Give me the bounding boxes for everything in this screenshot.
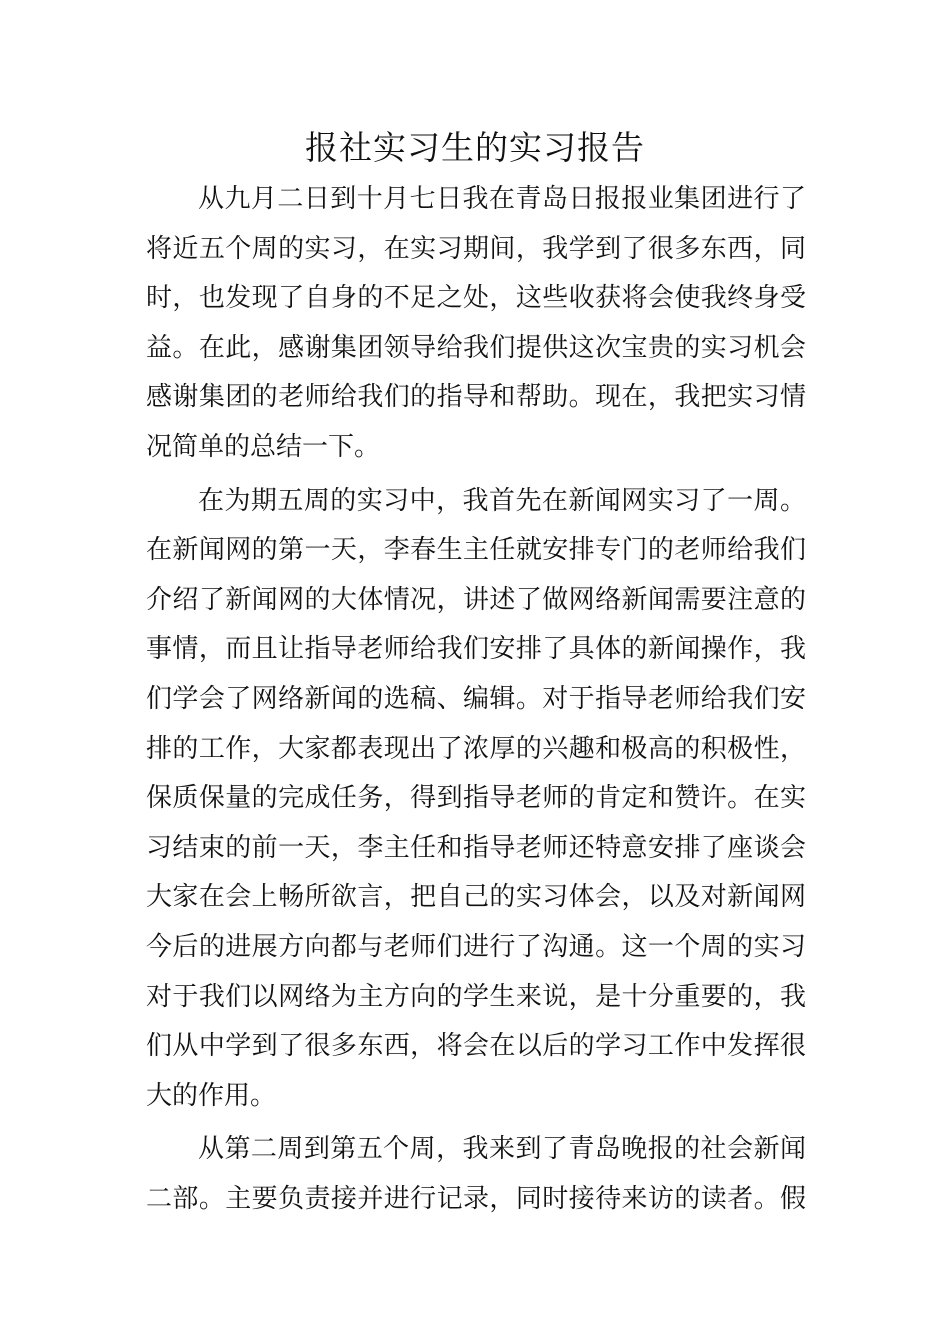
text-line: 大的作用。 [146,1080,277,1111]
paragraph-2 [146,477,806,1122]
text-line: 介绍了新闻网的大体情况，讲述了做网络新闻需要注意的 [146,584,806,615]
text-line: 大家在会上畅所欲言，把自己的实习体会，以及对新闻网 [146,882,806,913]
text-line: 保质保量的完成任务，得到指导老师的肯定和赞许。在实 [146,783,806,814]
text-line: 排的工作，大家都表现出了浓厚的兴趣和极高的积极性， [146,733,806,764]
document-title: 报社实习生的实习报告 [305,128,645,167]
text-line: 将近五个周的实习，在实习期间，我学到了很多东西，同 [146,233,806,264]
text-line: 们学会了网络新闻的选稿、编辑。对于指导老师给我们安 [146,683,806,714]
text-line: 今后的进展方向都与老师们进行了沟通。这一个周的实习 [146,931,806,962]
text-line: 们从中学到了很多东西，将会在以后的学习工作中发挥很 [146,1031,806,1062]
text-line: 时，也发现了自身的不足之处，这些收获将会使我终身受 [146,283,806,314]
text-line: 在新闻网的第一天，李春生主任就安排专门的老师给我们 [146,535,806,566]
text-line: 从九月二日到十月七日我在青岛日报报业集团进行了 [198,184,806,214]
text-line: 在为期五周的实习中，我首先在新闻网实习了一周。 [198,485,806,516]
text-line: 对于我们以网络为主方向的学生来说，是十分重要的，我 [146,981,806,1012]
text-line: 感谢集团的老师给我们的指导和帮助。现在，我把实习情 [146,382,806,413]
text-line: 习结束的前一天，李主任和指导老师还特意安排了座谈会 [146,832,806,863]
text-line: 益。在此，感谢集团领导给我们提供这次宝贵的实习机会 [146,332,806,363]
text-line: 从第二周到第五个周，我来到了青岛晚报的社会新闻 [198,1134,806,1165]
paragraph-1 [146,175,806,473]
document-body [146,175,806,1228]
text-line: 况简单的总结一下。 [146,431,381,462]
text-line: 二部。主要负责接并进行记录，同时接待来访的读者。假 [146,1183,806,1214]
text-line: 事情，而且让指导老师给我们安排了具体的新闻操作，我 [146,634,806,665]
paragraph-3 [146,1125,806,1224]
